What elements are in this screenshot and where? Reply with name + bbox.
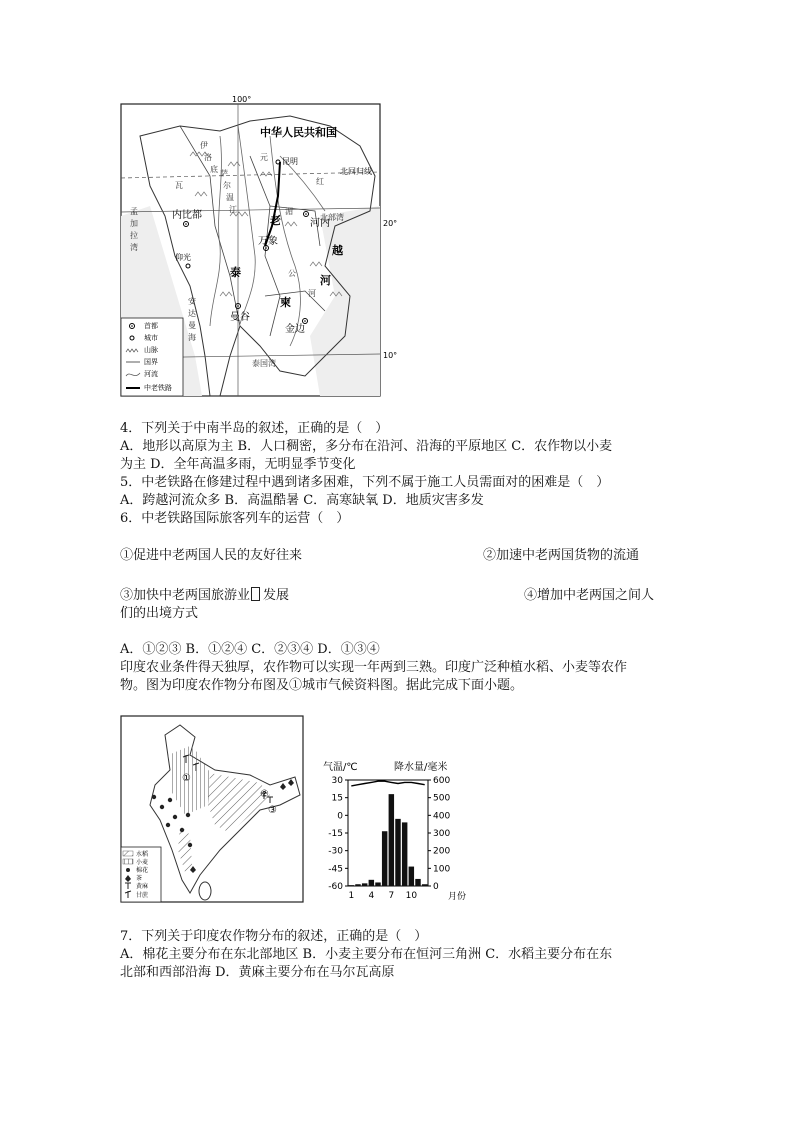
label-yue: 越 <box>332 244 343 257</box>
map2-legend-wheat: 小麦 <box>136 859 149 866</box>
intro-line1: 印度农业条件得天独厚，农作物可以实现一年两到三熟。印度广泛种植水稻、小麦等农作 <box>120 660 628 675</box>
label-andaman-1: 安 <box>188 297 196 306</box>
q6-statement-3-tail: 发展 <box>263 588 290 603</box>
river-salween-2: 尔 <box>223 181 231 190</box>
q6-statement-3-text: ③加快中老两国旅游业 <box>120 588 251 603</box>
chart-left-tick-label: -60 <box>328 882 343 892</box>
map2-legend-jute: 黄麻 <box>136 883 149 890</box>
chart-right-tick-label: 300 <box>433 829 451 839</box>
precipitation-bar <box>355 884 360 886</box>
city-kunming: 昆明 <box>282 157 298 166</box>
chart-right-tick-label: 0 <box>433 882 439 892</box>
climate-chart <box>318 756 468 906</box>
chart-ylabel-left: 气温/℃ <box>323 762 358 773</box>
chart-x-tick-label: 4 <box>368 891 375 901</box>
city-yangon: 仰光 <box>175 253 191 262</box>
q4-options-line1: A．地形以高原为主 B．人口稠密，多分布在沿河、沿海的平原地区 C．农作物以小麦 <box>120 439 613 454</box>
precipitation-bar <box>389 794 394 886</box>
river-irrawaddy-1: 伊 <box>200 141 208 150</box>
label-andaman-2: 达 <box>188 309 196 318</box>
chart-ylabel-right: 降水量/毫米 <box>394 762 448 773</box>
map2-label-2: ② <box>260 789 269 800</box>
river-salween-1: 萨 <box>220 169 228 178</box>
chart-left-tick-label: -15 <box>328 829 343 839</box>
lon-label: 100° <box>232 95 252 104</box>
river-salween-3: 温 <box>226 193 234 202</box>
legend-mountain: 山脉 <box>144 346 158 354</box>
city-naypyidaw: 内比都 <box>172 210 202 221</box>
label-mekong-1: 湄 <box>285 207 293 216</box>
chart-frame <box>348 780 428 886</box>
chart-x-tick-label: 1 <box>348 891 355 901</box>
chart-left-tick-label: -30 <box>328 846 343 857</box>
map2-legend-tea: 茶 <box>136 875 143 882</box>
city-vientiane: 万象 <box>258 236 278 247</box>
label-andaman-4: 海 <box>188 333 196 342</box>
label-he: 河 <box>320 274 331 287</box>
river-irrawaddy-2: 洛 <box>204 153 212 162</box>
q6-statement-4-cont: 们的出境方式 <box>120 606 199 621</box>
chart-right-tick-label: 400 <box>433 811 451 822</box>
legend-capital: 首都 <box>144 322 158 330</box>
chart-left-tick-label: -45 <box>328 864 343 875</box>
label-beibu: 北部湾 <box>320 213 344 222</box>
city-bangkok: 曼谷 <box>230 312 250 323</box>
map-title: 中华人民共和国 <box>260 126 337 139</box>
label-bengal-2: 加 <box>130 219 138 228</box>
precipitation-bar <box>369 880 374 886</box>
temperature-line <box>351 781 424 786</box>
chart-right-tick-label: 100 <box>433 864 451 875</box>
q6-statement-1: ①促进中老两国人民的友好往来 <box>120 548 303 563</box>
indochina-map <box>120 95 398 398</box>
precipitation-bar <box>349 885 354 886</box>
q7-options-line1: A．棉花主要分布在东北部地区 B．小麦主要分布在恒河三角洲 C．水稻主要分布在东 <box>120 947 613 962</box>
chart-right-tick-label: 500 <box>433 793 451 804</box>
chart-xlabel: 月份 <box>448 892 467 902</box>
intro-line2: 物。图为印度农作物分布图及①城市气候资料图。据此完成下面小题。 <box>120 678 524 693</box>
precipitation-bar <box>375 882 380 886</box>
chart-left-tick-label: 15 <box>331 793 343 804</box>
label-tai: 泰 <box>230 266 241 279</box>
city-hanoi: 河内 <box>310 218 330 229</box>
q7-options-line2: 北部和西部沿海 D．黄麻主要分布在马尔瓦高原 <box>120 965 395 980</box>
missing-glyph-box <box>251 587 260 601</box>
lat10-label: 10° <box>383 351 398 360</box>
q7-stem: 7．下列关于印度农作物分布的叙述，正确的是（ ） <box>120 929 428 944</box>
chart-left-tick-label: 0 <box>337 811 343 822</box>
map2-legend-cotton: 棉花 <box>136 867 149 874</box>
chart-left-tick-label: 30 <box>331 776 343 786</box>
river-irrawaddy-4: 底 <box>210 165 218 174</box>
label-yuan: 元 <box>260 153 268 162</box>
lat20-label: 20° <box>383 219 398 228</box>
q5-options: A．跨越河流众多 B．高温酷暑 C．高寒缺氧 D．地质灾害多发 <box>120 493 484 508</box>
precipitation-bar <box>402 822 407 886</box>
map2-label-3: ③ <box>268 805 277 816</box>
river-irrawaddy-3: 瓦 <box>175 181 183 190</box>
label-hong: 红 <box>316 177 324 186</box>
label-bengal-1: 孟 <box>130 207 138 216</box>
tropic-label: 北回归线 <box>340 167 372 176</box>
label-mekong-3: 河 <box>308 289 316 298</box>
legend-border: 国界 <box>144 358 158 366</box>
legend-city: 城市 <box>144 334 158 342</box>
chart-right-tick-label: 200 <box>433 846 451 857</box>
q4-stem: 4．下列关于中南半岛的叙述，正确的是（ ） <box>120 421 389 436</box>
q6-stem: 6．中老铁路国际旅客列车的运营（ ） <box>120 511 350 526</box>
label-siam: 泰国湾 <box>252 359 276 368</box>
precipitation-bar <box>362 883 367 886</box>
q6-statement-2: ②加速中老两国货物的流通 <box>483 548 640 563</box>
precipitation-bar <box>409 867 414 886</box>
legend-river: 河流 <box>144 370 158 378</box>
precipitation-bar <box>415 879 420 886</box>
precipitation-bar <box>395 819 400 886</box>
q4-options-line2: 为主 D．全年高温多雨，无明显季节变化 <box>120 457 356 472</box>
map2-label-1: ① <box>182 773 191 784</box>
q6-statement-3 <box>120 587 289 604</box>
city-phnompenh: 金边 <box>285 324 305 335</box>
label-mekong-2: 公 <box>288 269 296 278</box>
precipitation-bar <box>422 884 427 886</box>
map2-legend-rice: 水稻 <box>136 851 149 858</box>
q5-stem: 5．中老铁路在修建过程中遇到诸多困难，下列不属于施工人员需面对的困难是（ ） <box>120 475 610 490</box>
q6-statement-4: ④增加中老两国之间人 <box>524 588 655 603</box>
chart-x-tick-label: 7 <box>388 891 395 901</box>
label-andaman-3: 曼 <box>188 321 196 330</box>
india-crop-map <box>120 715 304 903</box>
label-bengal-3: 拉 <box>130 231 138 240</box>
label-lao: 老 <box>270 214 281 227</box>
map2-legend-sugarcane: 甘蔗 <box>136 892 149 899</box>
label-bengal-4: 湾 <box>130 243 138 252</box>
label-jian: 柬 <box>280 296 291 309</box>
chart-right-tick-label: 600 <box>433 776 451 786</box>
q6-options: A．①②③ B．①②④ C．②③④ D．①③④ <box>120 642 380 657</box>
legend-railway: 中老铁路 <box>144 384 172 392</box>
precipitation-bar <box>382 831 387 886</box>
river-salween-4: 江 <box>229 205 237 214</box>
chart-x-tick-label: 10 <box>405 891 418 901</box>
